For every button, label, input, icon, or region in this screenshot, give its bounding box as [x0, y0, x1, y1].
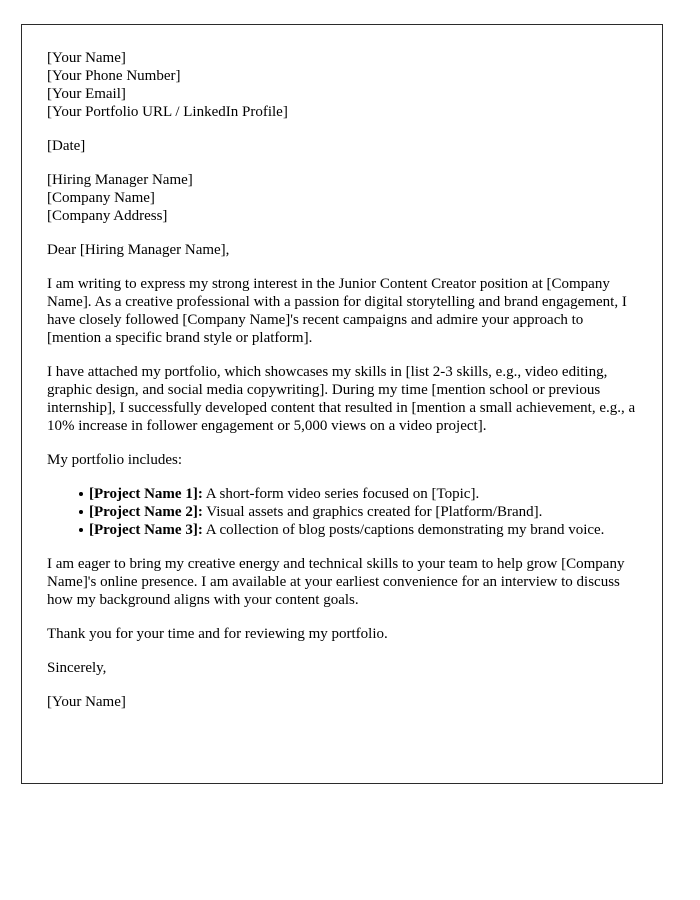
closing-paragraph-1: I am eager to bring my creative energy and technical skills to your team to help grow [Company Name]'s online presence. I am available at your earliest convenience for an interview to discuss how my background aligns with your content goals. [47, 556, 625, 608]
list-item [79, 503, 636, 521]
date-block [47, 137, 636, 155]
salutation: Dear [Hiring Manager Name], [47, 242, 230, 258]
project-label: [Project Name 1]: [89, 486, 203, 502]
recipient-company-address: [Company Address] [47, 208, 168, 224]
list-item [79, 521, 636, 539]
project-description: A short-form video series focused on [Topic]. [202, 486, 480, 502]
document-page [21, 24, 663, 784]
sender-address-block [47, 49, 636, 121]
portfolio-list-intro: My portfolio includes: [47, 452, 182, 468]
signature-name: [Your Name] [47, 694, 126, 710]
portfolio-list [47, 485, 636, 539]
closing-paragraph-2: Thank you for your time and for reviewing my portfolio. [47, 626, 388, 642]
letter-body [22, 25, 662, 711]
body-paragraph-1: I am writing to express my strong interest in the Junior Content Creator position at [Company Name]. As a creative professional with a passion for digital storytelling and brand engagement, I have closely followed [Company Name]'s recent campaigns and admire your approach to [mention a specific brand style or platform]. [47, 276, 627, 346]
list-item [79, 485, 636, 503]
project-label: [Project Name 2]: [89, 504, 203, 520]
project-description: Visual assets and graphics created for [Platform/Brand]. [202, 504, 543, 520]
project-description: A collection of blog posts/captions demonstrating my brand voice. [202, 522, 605, 538]
sender-email: [Your Email] [47, 86, 126, 102]
sender-name: [Your Name] [47, 50, 126, 66]
recipient-address-block [47, 171, 636, 225]
recipient-manager-name: [Hiring Manager Name] [47, 172, 193, 188]
sender-portfolio-url: [Your Portfolio URL / LinkedIn Profile] [47, 104, 288, 120]
date-line: [Date] [47, 138, 86, 154]
project-label: [Project Name 3]: [89, 522, 203, 538]
signoff: Sincerely, [47, 660, 107, 676]
recipient-company-name: [Company Name] [47, 190, 155, 206]
sender-phone: [Your Phone Number] [47, 68, 181, 84]
body-paragraph-2: I have attached my portfolio, which showcases my skills in [list 2-3 skills, e.g., video editing, graphic design, and social media copywriting]. During my time [mention school or previous internship], I successfully developed content that resulted in [mention a small achievement, e.g., a 10% increase in follower engagement or 5,000 views on a video project]. [47, 364, 636, 434]
